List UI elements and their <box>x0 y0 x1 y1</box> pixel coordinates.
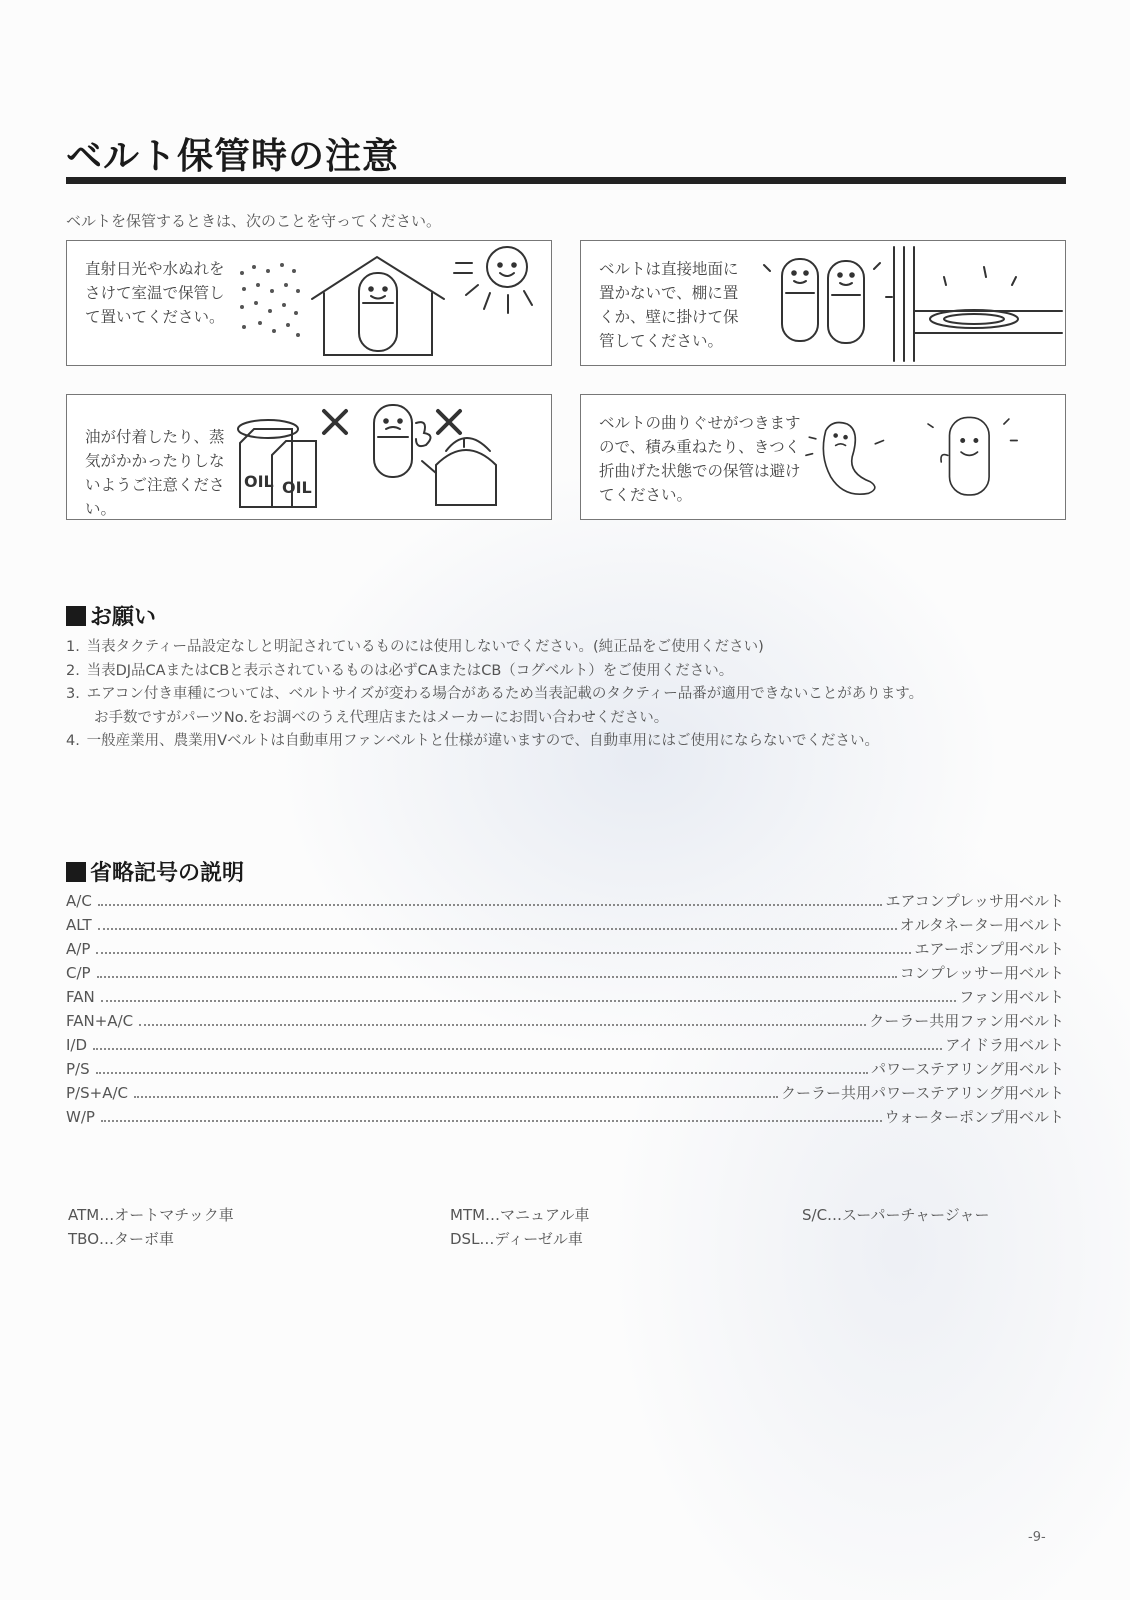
abbreviations-heading-label: 省略記号の説明 <box>90 861 245 886</box>
panel-text: 油が付着したり、蒸気がかかったりしないようご注意ください。 <box>85 428 225 518</box>
leader-dots <box>101 1120 882 1122</box>
belt-character-icon <box>374 405 431 477</box>
panel-text: ベルトの曲りぐせがつきますので、積み重ねたり、きつく折曲げた状態での保管は避けてください。 <box>599 414 801 504</box>
abbreviation-row: P/S+A/C クーラー共用パワーステアリング用ベルト <box>66 1084 1064 1102</box>
panel-text: ベルトは直接地面に置かないで、棚に置くか、壁に掛けて保管してください。 <box>599 260 739 350</box>
square-bullet-icon <box>66 862 86 882</box>
belt-character-icon <box>928 417 1017 495</box>
belt-character-icon <box>828 261 864 343</box>
abbreviation-row: A/P エアーポンプ用ベルト <box>66 940 1064 958</box>
sun-icon <box>454 247 532 313</box>
storage-panel-oil <box>66 394 552 520</box>
abbreviation-extra: S/C…スーパーチャージャー <box>802 1206 990 1224</box>
abbreviation-row: I/D アイドラ用ベルト <box>66 1036 1064 1054</box>
bent-belt-illustration <box>801 395 1065 519</box>
abbreviation-row: FAN ファン用ベルト <box>66 988 1064 1006</box>
storage-panel-bending <box>580 394 1066 520</box>
belt-character-icon <box>359 273 397 351</box>
raindrops-icon <box>240 263 300 337</box>
leader-dots <box>96 1072 868 1074</box>
leader-dots <box>134 1096 778 1098</box>
shelf-wall-illustration <box>746 241 1066 365</box>
page-title: ベルト保管時の注意 <box>66 136 400 177</box>
leader-dots <box>96 952 911 954</box>
abbreviation-list <box>66 890 1064 1130</box>
square-bullet-icon <box>66 606 86 626</box>
leader-dots <box>93 1048 942 1050</box>
abbreviation-extra: MTM…マニュアル車 <box>450 1206 590 1224</box>
list-item-continuation: お手数ですがパーツNo.をお調べのうえ代理店またはメーカーにお問い合わせください。 <box>94 709 669 726</box>
leader-dots <box>139 1024 866 1026</box>
list-item: 2. 当表DJ品CAまたはCBと表示されているものは必ずCAまたはCB（コグベルト）をご使用ください。 <box>66 662 734 679</box>
oil-label: OIL <box>244 472 274 491</box>
oil-label: OIL <box>282 478 312 497</box>
storage-panel-shelf <box>580 240 1066 366</box>
abbreviation-extra: TBO…ターボ車 <box>68 1230 174 1248</box>
abbreviation-extra: ATM…オートマチック車 <box>68 1206 234 1224</box>
oil-steam-illustration <box>232 395 552 519</box>
abbreviation-row: ALT オルタネーター用ベルト <box>66 916 1064 934</box>
leader-dots <box>101 1000 957 1002</box>
notes-heading-label: お願い <box>90 605 157 630</box>
bent-belt-icon <box>806 423 884 495</box>
leader-dots <box>98 928 897 930</box>
storage-panel-sunlight <box>66 240 552 366</box>
abbreviations-heading <box>66 856 244 887</box>
panel-text: 直射日光や水ぬれをさけて室温で保管して置いてください。 <box>85 260 225 326</box>
wall-shelf-icon <box>894 247 1062 361</box>
oil-can-icon <box>238 420 316 507</box>
list-item: 1. 当表タクティー品設定なしと明記されているものには使用しないでください。(純正品をご使用ください) <box>66 639 764 655</box>
kettle-icon <box>422 438 496 505</box>
house-sun-illustration <box>232 241 552 365</box>
house-icon <box>312 257 444 355</box>
abbreviation-row: C/P コンプレッサー用ベルト <box>66 964 1064 982</box>
leader-dots <box>98 904 883 906</box>
x-mark-icon <box>438 411 460 433</box>
title-rule <box>66 177 1066 184</box>
list-item: 3. エアコン付き車種については、ベルトサイズが変わる場合があるため当表記載のタクティー品番が適用できないことがあります。 <box>66 686 924 702</box>
notes-heading <box>66 600 156 631</box>
intro-text: ベルトを保管するときは、次のことを守ってください。 <box>66 212 442 230</box>
abbreviation-row: FAN+A/C クーラー共用ファン用ベルト <box>66 1012 1064 1030</box>
notes-list <box>66 636 1076 754</box>
abbreviation-row: P/S パワーステアリング用ベルト <box>66 1060 1064 1078</box>
abbreviation-row: A/C エアコンプレッサ用ベルト <box>66 892 1064 910</box>
abbreviation-row: W/P ウォーターポンプ用ベルト <box>66 1108 1064 1126</box>
belt-character-icon <box>782 259 818 341</box>
page-number: -9- <box>1028 1530 1046 1545</box>
leader-dots <box>97 976 897 978</box>
list-item: 4. 一般産業用、農業用Vベルトは自動車用ファンベルトと仕様が違いますので、自動車用にはご使用にならないでください。 <box>66 733 879 749</box>
abbreviation-extra: DSL…ディーゼル車 <box>450 1230 583 1248</box>
x-mark-icon <box>324 411 346 433</box>
